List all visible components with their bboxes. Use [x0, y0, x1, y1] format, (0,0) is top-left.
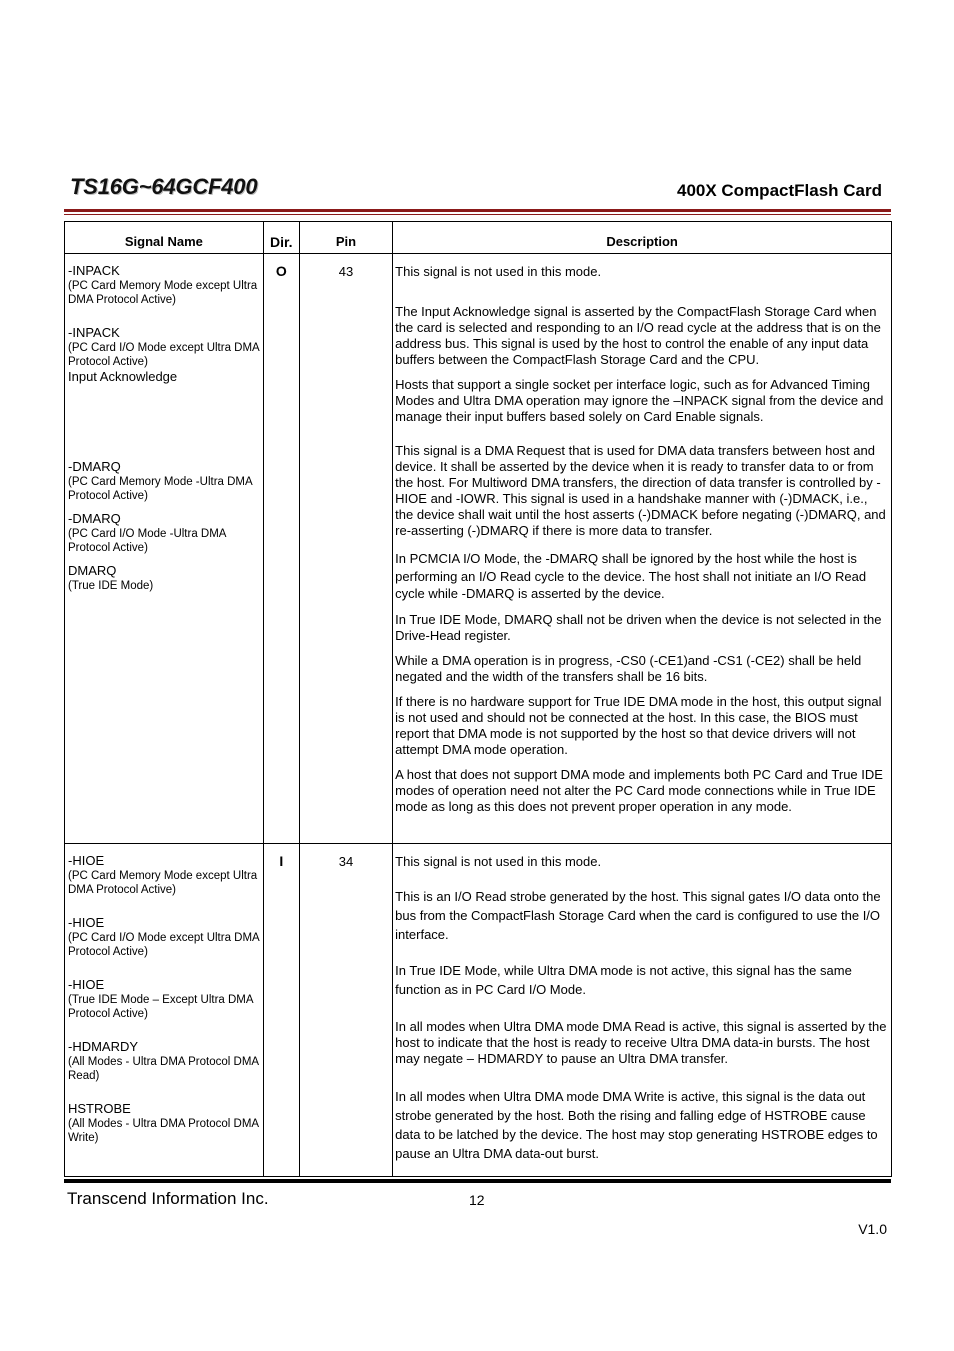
- column-header-description: Description: [393, 222, 892, 254]
- column-header-dir: Dir.: [263, 222, 299, 254]
- signal-mode: (PC Card I/O Mode -Ultra DMA Protocol Active): [68, 528, 226, 554]
- description-paragraph: This signal is a DMA Request that is used for DMA data transfers between host and device. It shall be asserted by the device when it is ready to transfer data to or from the host. For Multiword DMA transfers, the direction of data transfer is controlled by -HIOE and -IOWR. This signal is used in a handshake manner with (-)DMACK, i.e., the device shall wait until the host asserts (-)DMACK before negating (-)DMARQ, and re-asserting (-)DMARQ if there is more data to transfer.: [395, 443, 886, 538]
- signal-mode: (All Modes - Ultra DMA Protocol DMA Write): [68, 1118, 259, 1144]
- page-number: 12: [469, 1192, 485, 1208]
- description-paragraph: In all modes when Ultra DMA mode DMA Read is active, this signal is asserted by the host to indicate that the host is ready to receive Ultra DMA data-in bursts. The host may negate – HDMARDY to pause an Ultra DMA transfer.: [395, 1019, 887, 1066]
- description-paragraph: This signal is not used in this mode.: [395, 854, 602, 869]
- company-name: Transcend Information Inc.: [67, 1189, 269, 1208]
- document-title: 400X CompactFlash Card: [676, 181, 882, 200]
- column-header-signal-name: Signal Name: [65, 222, 264, 254]
- signal-direction: I: [263, 844, 299, 1177]
- signal-mode: (True IDE Mode): [68, 580, 154, 592]
- description-paragraph: This is an I/O Read strobe generated by the host. This signal gates I/O data onto the bus from the CompactFlash Storage Card when the card is configured to use the I/O interface.: [395, 889, 881, 942]
- table-row: [65, 254, 892, 844]
- description-paragraph: In all modes when Ultra DMA mode DMA Write is active, this signal is the data out strobe generated by the host. Both the rising and falling edge of HSTROBE cause data to be latched by the device. The host may stop generating HSTROBE edges to pause an Ultra DMA data-out burst.: [395, 1089, 878, 1161]
- description-paragraph: Hosts that support a single socket per interface logic, such as for Advanced Timing Modes and Ultra DMA operation may ignore the –INPACK signal from the device and manage their input buffers based solely on Card Enable signals.: [395, 377, 884, 424]
- signal-name: -HIOE: [68, 915, 105, 930]
- signal-name: HSTROBE: [68, 1101, 131, 1116]
- signal-pin: 34: [299, 844, 392, 1177]
- signal-name: -HDMARDY: [68, 1039, 139, 1054]
- footer-rule: [64, 1179, 891, 1183]
- signal-mode: (PC Card Memory Mode except Ultra DMA Protocol Active): [68, 280, 258, 306]
- signal-name: -DMARQ: [68, 459, 121, 474]
- description-paragraph: This signal is not used in this mode.: [395, 264, 602, 279]
- document-version: V1.0: [858, 1221, 887, 1237]
- table-row: [65, 844, 892, 1177]
- description-paragraph: In True IDE Mode, DMARQ shall not be driven when the device is not selected in the Drive-Head register.: [395, 611, 882, 643]
- signal-mode: (All Modes - Ultra DMA Protocol DMA Read): [68, 1056, 259, 1082]
- signal-table: [64, 221, 892, 1177]
- description-paragraph: The Input Acknowledge signal is asserted by the CompactFlash Storage Card when the card is selected and responding to an I/O read cycle at the address that is on the address bus. This signal is used by the host to control the enable of any input data buffers between the CompactFlash Storage Card and the CPU.: [395, 304, 881, 367]
- description-paragraph: While a DMA operation is in progress, -CS0 (-CE1)and -CS1 (-CE2) shall be held negated and the width of the transfers shall be 16 bits.: [395, 652, 862, 684]
- signal-name-cell: [65, 844, 264, 1177]
- signal-mode: (PC Card I/O Mode except Ultra DMA Protocol Active): [68, 932, 260, 958]
- signal-description-cell: [393, 254, 892, 844]
- signal-direction: O: [263, 254, 299, 844]
- signal-name: DMARQ: [68, 563, 117, 578]
- table-header-row: [65, 222, 892, 254]
- description-paragraph: In True IDE Mode, while Ultra DMA mode is not active, this signal has the same function as in PC Card I/O Mode.: [395, 963, 852, 997]
- signal-name: -INPACK: [68, 325, 120, 340]
- signal-mode: (PC Card Memory Mode except Ultra DMA Protocol Active): [68, 870, 258, 896]
- column-header-pin: Pin: [299, 222, 392, 254]
- signal-name: -DMARQ: [68, 511, 121, 526]
- product-logo: TS16G~64GCF400: [70, 174, 258, 199]
- description-paragraph: A host that does not support DMA mode and implements both PC Card and True IDE modes of operation need not alter the PC Card mode connections while in True IDE mode as long as this does not prevent proper operation in any mode.: [395, 766, 883, 814]
- signal-mode: (True IDE Mode – Except Ultra DMA Protocol Active): [68, 994, 253, 1020]
- description-paragraph: If there is no hardware support for True IDE DMA mode in the host, this output signal is not used and should not be connected at the host. In this case, the BIOS must report that DMA mode is not supported by the host so that device drivers will not attempt DMA mode operation.: [395, 693, 882, 757]
- signal-mode: (PC Card I/O Mode except Ultra DMA Protocol Active): [68, 342, 260, 368]
- description-paragraph: In PCMCIA I/O Mode, the -DMARQ shall be ignored by the host while the host is performing an I/O Read cycle to the device. The host shall not initiate an I/O Read cycle while -DMARQ is asserted by the device.: [395, 551, 867, 601]
- signal-description-cell: [393, 844, 892, 1177]
- signal-name: -HIOE: [68, 977, 105, 992]
- signal-mode: (PC Card Memory Mode -Ultra DMA Protocol Active): [68, 476, 253, 502]
- header-rule-thin: [64, 214, 891, 215]
- signal-name: -INPACK: [68, 263, 120, 278]
- signal-name-cell: [65, 254, 264, 844]
- header-rule: [64, 209, 891, 212]
- signal-pin: 43: [299, 254, 392, 844]
- signal-name: -HIOE: [68, 853, 105, 868]
- signal-name: Input Acknowledge: [68, 369, 178, 384]
